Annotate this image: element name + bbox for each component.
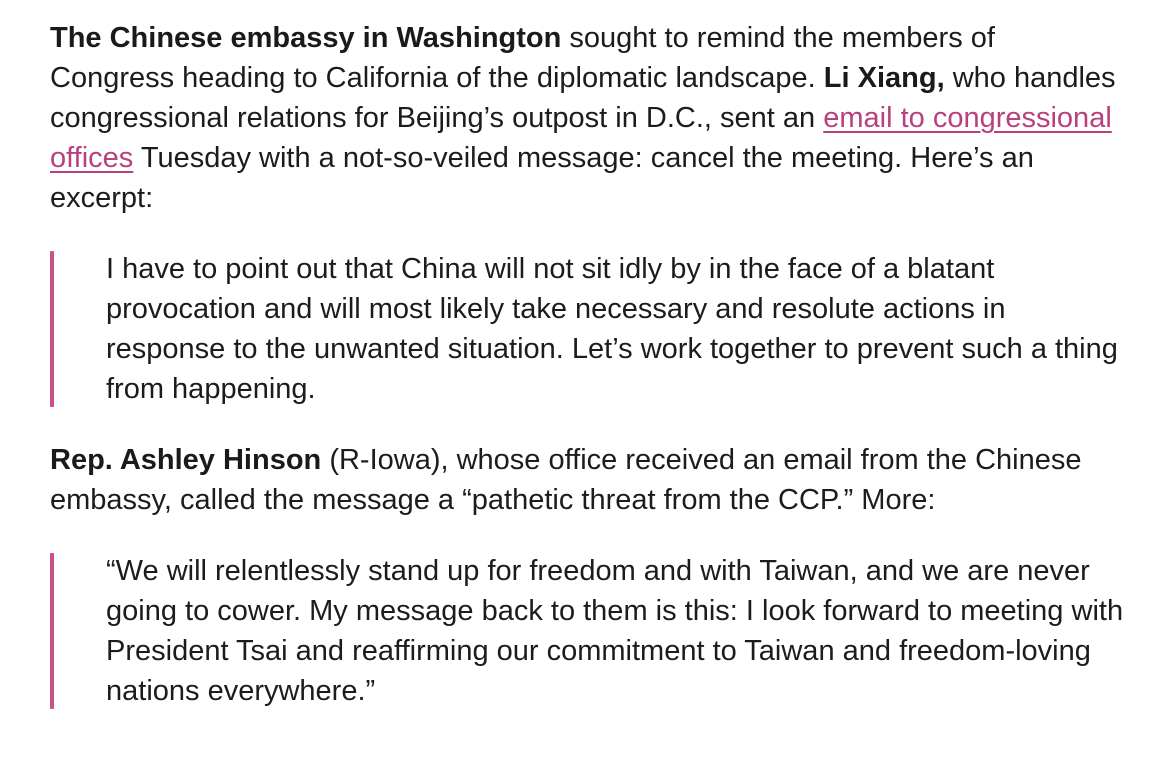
hinson-bold: Rep. Ashley Hinson [50,444,322,476]
paragraph-text: Tuesday with a not-so-veiled message: cancel the meeting. Here’s an excerpt: [50,142,1034,214]
quote-accent-bar [50,553,54,709]
paragraph-hinson [50,440,1124,520]
email-link[interactable]: email to congressional offices [50,102,1112,174]
blockquote-hinson-quote [50,551,1124,711]
blockquote-embassy-excerpt [50,249,1124,409]
li-xiang-bold: Li Xiang, [823,62,945,94]
paragraph-text: sought to remind the members of Congress heading to California of the diplomatic landscape. [50,22,995,94]
quote-accent-bar [50,251,54,407]
paragraph-embassy [50,18,1124,218]
quote-text: I have to point out that China will not sit idly by in the face of a blatant provocation and will most likely take necessary and resolute actions in response to the unwanted situation. Let’s work together to prevent such a thing from happening. [106,253,1118,405]
paragraph-text: who handles congressional relations for Beijing’s outpost in D.C., sent an [50,62,1116,134]
quote-text: “We will relentlessly stand up for freedom and with Taiwan, and we are never going to cower. My message back to them is this: I look forward to meeting with President Tsai and reaffirming our commitment to Taiwan and freedom-loving nations everywhere.” [106,555,1124,707]
paragraph-text: (R-Iowa), whose office received an email from the Chinese embassy, called the message a “pathetic threat from the CCP.” More: [50,444,1082,516]
embassy-bold: The Chinese embassy in Washington [50,22,562,54]
